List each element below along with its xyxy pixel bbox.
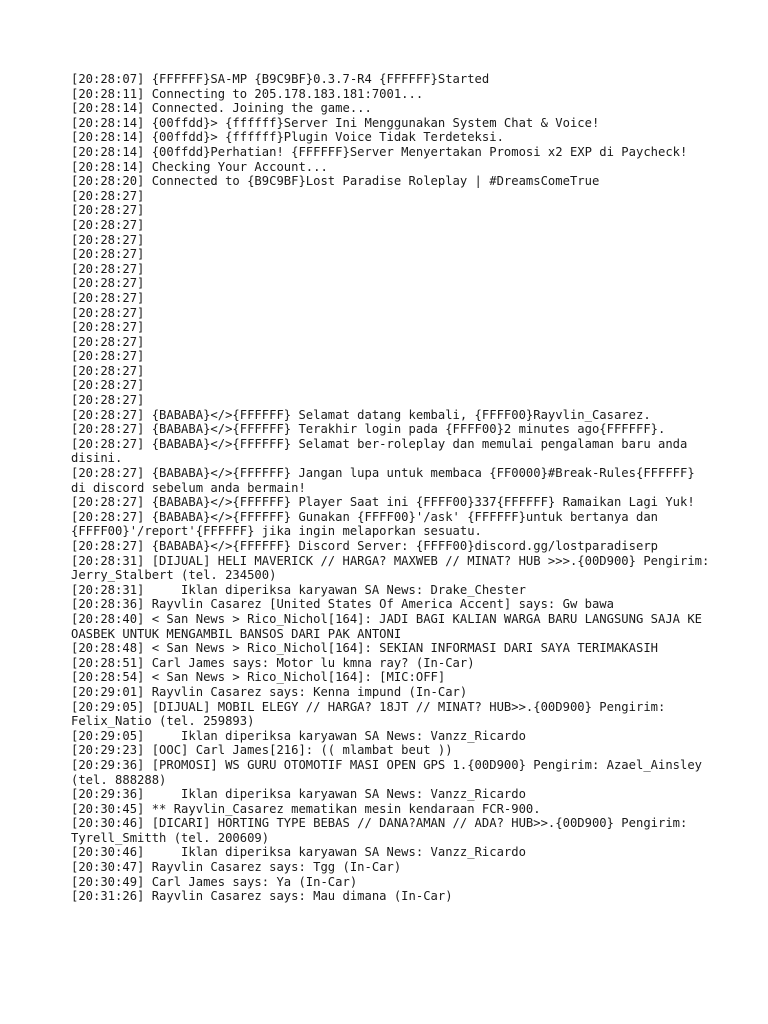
log-line: [20:28:20] Connected to {B9C9BF}Lost Paradise Roleplay | #DreamsComeTrue (71, 174, 600, 189)
log-line: [20:28:27] (71, 188, 145, 203)
log-line: [20:28:27] (71, 203, 145, 218)
log-line: [20:28:27] (71, 261, 145, 276)
log-line: [20:28:14] {00ffdd}> {ffffff}Server Ini Menggunakan System Chat & Voice! (71, 115, 600, 130)
log-line: [20:29:36] Iklan diperiksa karyawan SA News: Vanzz_Ricardo (71, 787, 526, 802)
log-line: [20:28:27] {BABABA}</>{FFFFFF} Selamat ber-roleplay dan memulai pengalaman baru anda disini. (71, 436, 695, 466)
log-line: [20:28:31] Iklan diperiksa karyawan SA News: Drake_Chester (71, 582, 526, 597)
log-line: [20:30:45] ** Rayvlin_Casarez mematikan mesin kendaraan FCR-900. (71, 801, 541, 816)
log-line: [20:28:27] {BABABA}</>{FFFFFF} Jangan lupa untuk membaca {FF0000}#Break-Rules{FFFFFF} di discord sebelum anda bermain! (71, 466, 703, 495)
log-line: [20:28:31] [DIJUAL] HELI MAVERICK // HARGA? MAXWEB // MINAT? HUB >>>.{00D900} Pengirim: Jerry_Stalbert (tel. 234500) (71, 553, 717, 583)
log-line: [20:28:27] {BABABA}</>{FFFFFF} Player Saat ini {FFFF00}337{FFFFFF} Ramaikan Lagi Yuk! (71, 495, 695, 510)
log-line: [20:28:27] (71, 217, 145, 232)
log-line: [20:28:51] Carl James says: Motor lu kmna ray? (In-Car) (71, 655, 475, 670)
log-line: [20:28:27] (71, 334, 145, 349)
log-line: [20:28:27] (71, 378, 145, 393)
log-line: [20:28:11] Connecting to 205.178.183.181:7001... (71, 86, 424, 101)
log-line: [20:28:07] {FFFFFF}SA-MP {B9C9BF}0.3.7-R4 {FFFFFF}Started (71, 72, 490, 86)
log-line: [20:28:27] (71, 349, 145, 364)
log-line: [20:28:27] {BABABA}</>{FFFFFF} Discord Server: {FFFF00}discord.gg/lostparadiserp (71, 539, 658, 553)
log-line: [20:28:27] (71, 276, 145, 291)
log-line: [20:31:26] Rayvlin Casarez says: Mau dimana (In-Car) (71, 889, 453, 904)
log-line: [20:28:14] Checking Your Account... (71, 159, 328, 174)
log-line: [20:30:47] Rayvlin Casarez says: Tgg (In-Car) (71, 860, 402, 875)
log-line: [20:28:36] Rayvlin Casarez [United States Of America Accent] says: Gw bawa (71, 597, 614, 612)
log-line: [20:28:48] < San News > Rico_Nichol[164]: SEKIAN INFORMASI DARI SAYA TERIMAKASIH (71, 641, 658, 656)
log-line: [20:29:01] Rayvlin Casarez says: Kenna impund (In-Car) (71, 684, 468, 699)
log-line: [20:28:27] (71, 363, 145, 378)
log-line: [20:28:27] (71, 247, 145, 262)
log-line: [20:28:27] (71, 393, 145, 408)
chat-log (71, 72, 717, 904)
log-line: [20:29:23] [OOC] Carl James[216]: (( mlambat beut )) (71, 743, 453, 758)
log-line: [20:28:27] {BABABA}</>{FFFFFF} Selamat datang kembali, {FFFF00}Rayvlin_Casarez. (71, 407, 651, 422)
log-line: [20:28:27] (71, 305, 145, 320)
log-line: [20:28:40] < San News > Rico_Nichol[164]: JADI BAGI KALIAN WARGA BARU LANGSUNG SAJA KE OASBEK UNTUK MENGAMBIL BANSOS DARI PAK ANTONI (71, 611, 710, 641)
log-line: [20:28:14] {00ffdd}Perhatian! {FFFFFF}Server Menyertakan Promosi x2 EXP di Paycheck! (71, 144, 688, 159)
log-line: [20:28:27] (71, 232, 145, 247)
log-line: [20:28:27] (71, 320, 145, 335)
log-line: [20:28:27] (71, 290, 145, 305)
log-line: [20:28:27] {BABABA}</>{FFFFFF} Gunakan {FFFF00}'/ask' {FFFFFF}untuk bertanya dan {FFFF00}'/report'{FFFFFF} jika ingin melaporkan sesuatu. (71, 509, 666, 539)
log-line: [20:29:36] [PROMOSI] WS GURU OTOMOTIF MASI OPEN GPS 1.{00D900} Pengirim: Azael_Ainsley (tel. 888288) (71, 757, 710, 787)
log-line: [20:30:46] Iklan diperiksa karyawan SA News: Vanzz_Ricardo (71, 845, 526, 860)
log-line: [20:29:05] Iklan diperiksa karyawan SA News: Vanzz_Ricardo (71, 728, 526, 743)
log-line: [20:30:49] Carl James says: Ya (In-Car) (71, 874, 358, 889)
log-line: [20:28:14] Connected. Joining the game... (71, 101, 372, 116)
log-line: [20:30:46] [DICARI] HORTING TYPE BEBAS // DANA?AMAN // ADA? HUB>>.{00D900} Pengirim: Tyrell_Smitth (tel. 200609) (71, 816, 695, 845)
log-line: [20:28:14] {00ffdd}> {ffffff}Plugin Voice Tidak Terdeteksi. (71, 130, 504, 145)
log-line: [20:28:54] < San News > Rico_Nichol[164]: [MIC:OFF] (71, 670, 446, 685)
log-line: [20:28:27] {BABABA}</>{FFFFFF} Terakhir login pada {FFFF00}2 minutes ago{FFFFFF}. (71, 422, 666, 437)
log-line: [20:29:05] [DIJUAL] MOBIL ELEGY // HARGA? 18JT // MINAT? HUB>>.{00D900} Pengirim: Felix_Natio (tel. 259893) (71, 699, 673, 729)
